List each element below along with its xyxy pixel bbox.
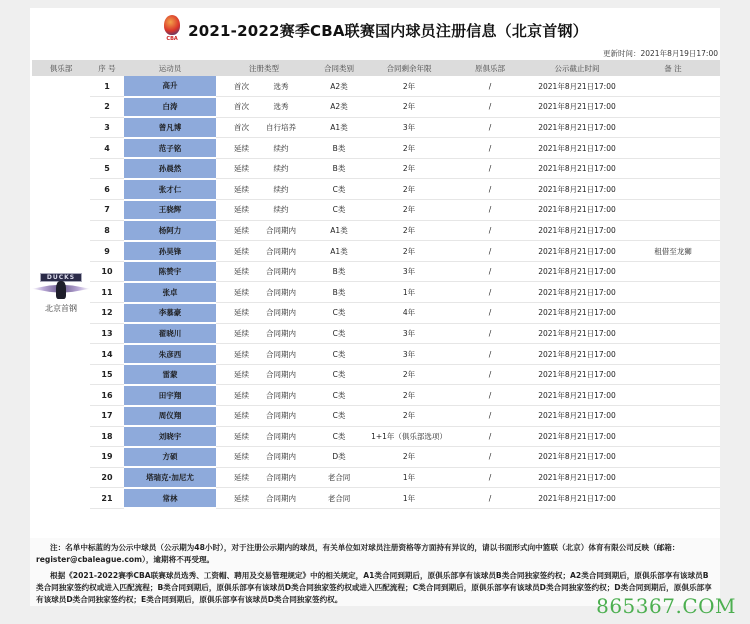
contract-years-left: 3年 <box>366 323 452 344</box>
reg-type-main: 延续 <box>234 328 249 338</box>
reg-type-sub: 续约 <box>273 143 289 153</box>
contract-category: A1类 <box>312 220 366 241</box>
table-row <box>32 447 720 468</box>
reg-type-main: 延续 <box>234 431 249 441</box>
registration-type <box>216 200 312 221</box>
row-number: 10 <box>90 261 124 282</box>
reg-type-sub: 续约 <box>273 205 289 215</box>
contract-category: B类 <box>312 261 366 282</box>
contract-category: B类 <box>312 138 366 159</box>
registration-type <box>216 323 312 344</box>
publicity-deadline: 2021年8月21日17:00 <box>528 179 626 200</box>
contract-years-left: 1年 <box>366 282 452 303</box>
col-header-club: 俱乐部 <box>32 60 90 76</box>
club-name: 北京首钢 <box>45 303 77 313</box>
contract-category: C类 <box>312 200 366 221</box>
contract-category: A2类 <box>312 97 366 118</box>
publicity-deadline: 2021年8月21日17:00 <box>528 117 626 138</box>
contract-years-left: 2年 <box>366 220 452 241</box>
reg-type-main: 首次 <box>234 102 249 112</box>
reg-type-sub: 合同期内 <box>266 411 296 421</box>
note-publicity: 注：名单中标蓝的为公示中球员（公示期为48小时），对于注册公示期内的球员，有关单位如对球员注册资格等方面持有异议的，请以书面形式向中篮联（北京）体育有限公司反映（邮箱：register@cbaleague.com），逾期将不再受理。 <box>36 543 680 564</box>
table-row <box>32 200 720 221</box>
remark <box>626 447 720 468</box>
registration-type <box>216 261 312 282</box>
contract-years-left: 2年 <box>366 179 452 200</box>
reg-type-sub: 合同期内 <box>266 473 296 483</box>
player-name: 朱彦西 <box>124 344 216 365</box>
reg-type-sub: 续约 <box>273 164 289 174</box>
publicity-deadline: 2021年8月21日17:00 <box>528 97 626 118</box>
registration-type <box>216 158 312 179</box>
reg-type-sub: 合同期内 <box>266 246 296 256</box>
publicity-deadline: 2021年8月21日17:00 <box>528 138 626 159</box>
contract-years-left: 2年 <box>366 138 452 159</box>
publicity-deadline: 2021年8月21日17:00 <box>528 76 626 97</box>
contract-category: C类 <box>312 385 366 406</box>
player-name: 曾凡博 <box>124 117 216 138</box>
player-name: 张才仁 <box>124 179 216 200</box>
player-name: 陈赞宇 <box>124 261 216 282</box>
contract-years-left: 2年 <box>366 76 452 97</box>
reg-type-main: 延续 <box>234 349 249 359</box>
contract-category: B类 <box>312 282 366 303</box>
publicity-deadline: 2021年8月21日17:00 <box>528 364 626 385</box>
contract-years-left: 1年 <box>366 467 452 488</box>
remark <box>626 303 720 324</box>
contract-years-left: 2年 <box>366 385 452 406</box>
reg-type-sub: 选秀 <box>273 102 289 112</box>
registration-type <box>216 117 312 138</box>
row-number: 13 <box>90 323 124 344</box>
reg-type-main: 延续 <box>234 390 249 400</box>
table-row <box>32 138 720 159</box>
player-name: 田宇翔 <box>124 385 216 406</box>
original-club: / <box>452 344 528 365</box>
original-club: / <box>452 447 528 468</box>
reg-type-sub: 合同期内 <box>266 328 296 338</box>
col-header-deadline: 公示截止时间 <box>528 60 626 76</box>
reg-type-main: 延续 <box>234 246 249 256</box>
publicity-deadline: 2021年8月21日17:00 <box>528 426 626 447</box>
registration-type <box>216 303 312 324</box>
registration-document <box>30 8 720 606</box>
remark <box>626 344 720 365</box>
player-name: 孙晨然 <box>124 158 216 179</box>
reg-type-main: 延续 <box>234 308 249 318</box>
contract-years-left: 2年 <box>366 406 452 427</box>
contract-years-left: 2年 <box>366 241 452 262</box>
contract-category: C类 <box>312 364 366 385</box>
contract-years-left: 3年 <box>366 117 452 138</box>
player-name: 杨阿力 <box>124 220 216 241</box>
table-row <box>32 220 720 241</box>
publicity-deadline: 2021年8月21日17:00 <box>528 220 626 241</box>
row-number: 18 <box>90 426 124 447</box>
reg-type-main: 延续 <box>234 225 249 235</box>
registration-type <box>216 138 312 159</box>
registration-type <box>216 241 312 262</box>
registration-type <box>216 220 312 241</box>
remark <box>626 467 720 488</box>
remark <box>626 488 720 509</box>
contract-category: 老合同 <box>312 467 366 488</box>
contract-years-left: 2年 <box>366 200 452 221</box>
reg-type-sub: 合同期内 <box>266 287 296 297</box>
table-row <box>32 158 720 179</box>
original-club: / <box>452 241 528 262</box>
player-name: 张卓 <box>124 282 216 303</box>
reg-type-main: 延续 <box>234 493 249 503</box>
page-title: 2021-2022赛季CBA联赛国内球员注册信息（北京首钢） <box>188 21 588 40</box>
note-contract-rules: 根据《2021-2022赛季CBA联赛球员选秀、工资帽、聘用及交易管理规定》中的相关规定，A1类合同到期后，原俱乐部享有该球员B类合同独家签约权；A2类合同到期后，原俱乐部享有该球员B类合同独家签约权或进入匹配流程；B类合同到期后，原俱乐部享有该球员D类合同独家签约权或进入匹配流程；C类合同到期后，原俱乐部享有该球员D类合同独家签约权；D类合同到期后，原俱乐部享有该球员D类合同独家签约权；E类合同到期后，原俱乐部享有该球员D类合同独家签约权。 <box>36 571 712 604</box>
original-club: / <box>452 200 528 221</box>
table-row <box>32 323 720 344</box>
publicity-deadline: 2021年8月21日17:00 <box>528 447 626 468</box>
player-name: 李慕豪 <box>124 303 216 324</box>
remark: 租借至龙狮 <box>626 241 720 262</box>
row-number: 17 <box>90 406 124 427</box>
remark <box>626 179 720 200</box>
registration-type <box>216 179 312 200</box>
remark <box>626 138 720 159</box>
publicity-deadline: 2021年8月21日17:00 <box>528 406 626 427</box>
registration-type <box>216 467 312 488</box>
player-name: 塔瑞克·加尼尤 <box>124 467 216 488</box>
remark <box>626 76 720 97</box>
remark <box>626 406 720 427</box>
original-club: / <box>452 76 528 97</box>
reg-type-main: 延续 <box>234 452 249 462</box>
table-row <box>32 179 720 200</box>
contract-category: A1类 <box>312 241 366 262</box>
original-club: / <box>452 138 528 159</box>
publicity-deadline: 2021年8月21日17:00 <box>528 200 626 221</box>
remark <box>626 323 720 344</box>
col-header-reg-type: 注册类型 <box>216 60 312 76</box>
update-time: 更新时间：2021年8月19日17:00 <box>602 49 718 58</box>
row-number: 21 <box>90 488 124 509</box>
reg-type-sub: 合同期内 <box>266 390 296 400</box>
remark <box>626 97 720 118</box>
registration-type <box>216 76 312 97</box>
row-number: 9 <box>90 241 124 262</box>
row-number: 15 <box>90 364 124 385</box>
contract-years-left: 2年 <box>366 158 452 179</box>
table-row <box>32 282 720 303</box>
registration-table <box>32 60 720 509</box>
remark <box>626 426 720 447</box>
remark <box>626 282 720 303</box>
reg-type-main: 延续 <box>234 164 249 174</box>
table-row <box>32 303 720 324</box>
original-club: / <box>452 385 528 406</box>
club-logo <box>32 271 90 314</box>
remark <box>626 158 720 179</box>
remark <box>626 261 720 282</box>
contract-years-left: 1年 <box>366 488 452 509</box>
player-name: 周仪翔 <box>124 406 216 427</box>
original-club: / <box>452 158 528 179</box>
col-header-contract: 合同类别 <box>312 60 366 76</box>
contract-category: C类 <box>312 323 366 344</box>
table-row <box>32 76 720 97</box>
registration-type <box>216 488 312 509</box>
reg-type-sub: 合同期内 <box>266 493 296 503</box>
reg-type-sub: 选秀 <box>273 81 289 91</box>
publicity-deadline: 2021年8月21日17:00 <box>528 158 626 179</box>
original-club: / <box>452 406 528 427</box>
original-club: / <box>452 426 528 447</box>
remark <box>626 385 720 406</box>
reg-type-sub: 合同期内 <box>266 225 296 235</box>
player-name: 王骁辉 <box>124 200 216 221</box>
contract-category: C类 <box>312 426 366 447</box>
original-club: / <box>452 261 528 282</box>
publicity-deadline: 2021年8月21日17:00 <box>528 303 626 324</box>
col-header-no: 序 号 <box>90 60 124 76</box>
contract-category: A1类 <box>312 117 366 138</box>
publicity-deadline: 2021年8月21日17:00 <box>528 467 626 488</box>
col-header-years: 合同剩余年限 <box>366 60 452 76</box>
watermark: 865367.COM <box>596 594 736 618</box>
registration-type <box>216 385 312 406</box>
registration-type <box>216 447 312 468</box>
original-club: / <box>452 179 528 200</box>
remark <box>626 220 720 241</box>
reg-type-main: 首次 <box>234 122 249 132</box>
table-row <box>32 261 720 282</box>
row-number: 5 <box>90 158 124 179</box>
publicity-deadline: 2021年8月21日17:00 <box>528 488 626 509</box>
publicity-deadline: 2021年8月21日17:00 <box>528 385 626 406</box>
reg-type-main: 延续 <box>234 267 249 277</box>
reg-type-sub: 合同期内 <box>266 267 296 277</box>
reg-type-sub: 合同期内 <box>266 308 296 318</box>
reg-type-sub: 合同期内 <box>266 370 296 380</box>
player-name: 高升 <box>124 76 216 97</box>
player-name: 白涛 <box>124 97 216 118</box>
player-name: 范子铭 <box>124 138 216 159</box>
contract-category: 老合同 <box>312 488 366 509</box>
player-name: 翟晓川 <box>124 323 216 344</box>
player-name: 孙昊锋 <box>124 241 216 262</box>
ducks-logo-icon: DUCKS <box>32 271 90 301</box>
row-number: 3 <box>90 117 124 138</box>
original-club: / <box>452 117 528 138</box>
registration-type <box>216 426 312 447</box>
reg-type-main: 延续 <box>234 473 249 483</box>
row-number: 12 <box>90 303 124 324</box>
contract-category: B类 <box>312 158 366 179</box>
contract-years-left: 2年 <box>366 364 452 385</box>
reg-type-main: 延续 <box>234 184 249 194</box>
table-row <box>32 364 720 385</box>
player-name: 刘晓宇 <box>124 426 216 447</box>
remark <box>626 364 720 385</box>
original-club: / <box>452 364 528 385</box>
contract-years-left: 1+1年（俱乐部选项） <box>366 426 452 447</box>
row-number: 6 <box>90 179 124 200</box>
original-club: / <box>452 220 528 241</box>
reg-type-main: 延续 <box>234 143 249 153</box>
reg-type-main: 延续 <box>234 370 249 380</box>
reg-type-sub: 续约 <box>273 184 289 194</box>
reg-type-sub: 自行培养 <box>266 122 296 132</box>
document-header <box>30 12 720 48</box>
contract-years-left: 2年 <box>366 447 452 468</box>
row-number: 14 <box>90 344 124 365</box>
reg-type-sub: 合同期内 <box>266 452 296 462</box>
player-name: 雷蒙 <box>124 364 216 385</box>
publicity-deadline: 2021年8月21日17:00 <box>528 261 626 282</box>
player-name: 常林 <box>124 488 216 509</box>
contract-years-left: 3年 <box>366 261 452 282</box>
table-header-row <box>32 60 720 76</box>
publicity-deadline: 2021年8月21日17:00 <box>528 344 626 365</box>
reg-type-main: 首次 <box>234 81 249 91</box>
registration-type <box>216 97 312 118</box>
row-number: 16 <box>90 385 124 406</box>
original-club: / <box>452 488 528 509</box>
reg-type-sub: 合同期内 <box>266 349 296 359</box>
row-number: 4 <box>90 138 124 159</box>
original-club: / <box>452 303 528 324</box>
contract-category: D类 <box>312 447 366 468</box>
table-row <box>32 426 720 447</box>
publicity-deadline: 2021年8月21日17:00 <box>528 241 626 262</box>
table-row <box>32 241 720 262</box>
player-name: 方硕 <box>124 447 216 468</box>
row-number: 1 <box>90 76 124 97</box>
contract-category: C类 <box>312 303 366 324</box>
club-cell <box>32 76 90 508</box>
table-row <box>32 344 720 365</box>
contract-years-left: 2年 <box>366 97 452 118</box>
registration-type <box>216 406 312 427</box>
contract-category: A2类 <box>312 76 366 97</box>
row-number: 20 <box>90 467 124 488</box>
registration-type <box>216 344 312 365</box>
reg-type-main: 延续 <box>234 205 249 215</box>
contract-category: C类 <box>312 344 366 365</box>
row-number: 8 <box>90 220 124 241</box>
table-row <box>32 97 720 118</box>
row-number: 11 <box>90 282 124 303</box>
cba-logo-icon: CBA <box>162 15 182 45</box>
contract-category: C类 <box>312 179 366 200</box>
original-club: / <box>452 323 528 344</box>
col-header-player: 运动员 <box>124 60 216 76</box>
reg-type-main: 延续 <box>234 287 249 297</box>
registration-type <box>216 364 312 385</box>
reg-type-sub: 合同期内 <box>266 431 296 441</box>
original-club: / <box>452 282 528 303</box>
registration-type <box>216 282 312 303</box>
table-row <box>32 385 720 406</box>
row-number: 2 <box>90 97 124 118</box>
remark <box>626 200 720 221</box>
contract-years-left: 3年 <box>366 344 452 365</box>
contract-years-left: 4年 <box>366 303 452 324</box>
table-row <box>32 467 720 488</box>
col-header-orig-club: 原俱乐部 <box>452 60 528 76</box>
col-header-remark: 备 注 <box>626 60 720 76</box>
original-club: / <box>452 97 528 118</box>
publicity-deadline: 2021年8月21日17:00 <box>528 282 626 303</box>
reg-type-main: 延续 <box>234 411 249 421</box>
table-row <box>32 117 720 138</box>
contract-category: C类 <box>312 406 366 427</box>
table-row <box>32 406 720 427</box>
row-number: 7 <box>90 200 124 221</box>
table-row <box>32 488 720 509</box>
original-club: / <box>452 467 528 488</box>
publicity-deadline: 2021年8月21日17:00 <box>528 323 626 344</box>
remark <box>626 117 720 138</box>
row-number: 19 <box>90 447 124 468</box>
